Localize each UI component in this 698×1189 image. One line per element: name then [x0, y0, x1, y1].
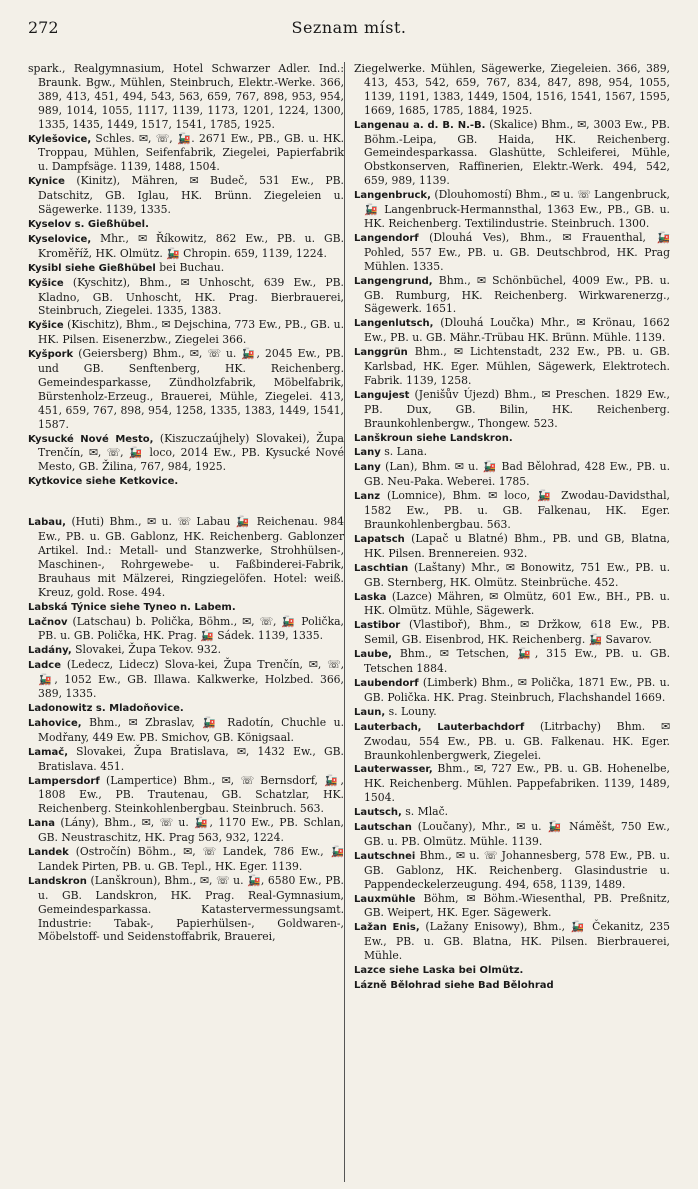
directory-entry	[354, 647, 670, 676]
entry-headword: Lauterbach, Lauterbachdorf	[354, 721, 525, 733]
entry-text: s. Louny.	[385, 704, 437, 718]
entry-headword: Lastibor	[354, 620, 401, 632]
directory-entry	[28, 745, 344, 774]
entry-headword: Lautschnei	[354, 850, 416, 862]
directory-entry	[354, 618, 670, 647]
directory-entry	[354, 388, 670, 431]
entry-text: (Latschau) b. Polička, Böhm., ✉, ☏, 🚂 Polička, PB. u. GB. Polička, HK. Prag. 🚂 Sádek. 1139, 1335.	[38, 614, 344, 643]
entry-text: (Litrbachy) Bhm. ✉ Zwodau, 554 Ew., PB. u. GB. Falkenau. HK. Eger. Braunkohlenbergwerk, Ziegelei.	[364, 719, 670, 762]
entry-text: (Kinitz), Mähren, ✉ Budeč, 531 Ew., PB. Datschitz, GB. Iglau, HK. Brünn. Ziegeleien u. Sägewerke. 1139, 1335.	[38, 174, 344, 217]
directory-entry	[28, 701, 344, 716]
entry-headword: Lazce siehe Laska bei Olmütz.	[354, 965, 524, 977]
entry-text: Bhm., ✉ Lichtenstadt, 232 Ew., PB. u. GB. Karlsbad, HK. Eger. Mühlen, Sägewerk, Elektrotech. Fabrik. 1139, 1258.	[364, 345, 670, 387]
entry-headword: Kyšpork	[28, 349, 74, 361]
directory-entry	[354, 820, 670, 849]
directory-entry	[28, 261, 344, 276]
entry-text: (Dlouhá Ves), Bhm., ✉ Frauenthal, 🚂 Pohled, 557 Ew., PB. u. GB. Deutschbrod, HK. Prag Mühlen. 1335.	[364, 230, 670, 273]
directory-entry	[354, 892, 670, 921]
entry-text: (Lapač u Blatné) Bhm., PB. und GB, Blatna, HK. Pilsen. Brennereien. 932.	[364, 531, 670, 560]
directory-entry	[354, 561, 670, 590]
directory-entry	[28, 816, 344, 845]
entry-text: s. Lana.	[380, 445, 428, 459]
directory-entry	[354, 231, 670, 274]
directory-entry	[354, 978, 670, 993]
entry-headword: Lázně Bělohrad siehe Bad Bělohrad	[354, 980, 554, 991]
directory-entry	[354, 805, 670, 820]
entry-text: Bhm., ✉ Zbraslav, 🚂 Radotín, Chuchle u. Modřany, 449 Ew. PB. Smichov, GB. Königsaal.	[38, 715, 344, 744]
entry-headword: Langengrund,	[354, 275, 433, 287]
entry-text: Mhr., ✉ Říkowitz, 862 Ew., PB. u. GB. Kroměříž, HK. Olmütz. 🚂 Chropin. 659, 1139, 1224.	[38, 231, 344, 260]
directory-entry	[354, 920, 670, 963]
entry-text: Bhm., ✉, 727 Ew., PB. u. GB. Hohenelbe, HK. Reichenberg. Mühlen. Pappefabriken. 1139, 1489, 1504.	[364, 762, 670, 805]
directory-entry	[28, 174, 344, 217]
entry-text: Slovakei, Župa Bratislava, ✉, 1432 Ew., GB. Bratislava. 451.	[38, 744, 344, 773]
entry-text: (Jenišův Újezd) Bhm., ✉ Preschen. 1829 Ew., PB. Dux, GB. Bilin, HK. Reichenberg. Braunkohlenbergw., Thongew. 523.	[364, 387, 670, 430]
page-number: 272	[28, 18, 59, 37]
directory-entry	[354, 532, 670, 561]
entry-text: Schles. ✉, ☏, 🚂. 2671 Ew., PB., GB. u. HK. Troppau, Mühlen, Seifenfabrik, Ziegelei, Papierfabrik u. Dampfsäge. 1139, 1488, 1504.	[38, 131, 344, 174]
entry-text: (Loučany), Mhr., ✉ u. 🚂 Náměšt, 750 Ew., GB. u. PB. Olmütz. Mühle. 1139.	[364, 820, 670, 848]
entry-text: (Lampertice) Bhm., ✉, ☏ Bernsdorf, 🚂, 1808 Ew., PB. Trautenau, GB. Schatzlar, HK. Reichenberg. Steinkohlenbergbau. Steinbruch. 563.	[38, 773, 344, 816]
directory-entry	[28, 615, 344, 644]
directory-entry	[28, 716, 344, 745]
directory-entry	[28, 276, 344, 319]
entry-text: (Huti) Bhm., ✉ u. ☏ Labau 🚂 Reichenau. 984 Ew., PB. u. GB. Gablonz, HK. Reichenberg. Gablonzer Artikel. Ind.: Metall- und Stanzwerke, Strohhülsen-, Maschinen-, Rohrgewebe- u. Faßbinderei-Fabrik, Brauhaus mit Mälzerei, Ringziegelöfen. Hotel: weiß. Kreuz, gold. Rose. 494.	[38, 515, 344, 599]
entry-headword: Lanz	[354, 491, 381, 503]
entry-text: Slovakei, Župa Tekov. 932.	[71, 643, 222, 657]
entry-headword: Kylešovice,	[28, 133, 92, 145]
directory-entry	[354, 62, 670, 118]
entry-text: (Lomnice), Bhm. ✉ loco, 🚂 Zwodau-Davidsthal, 1582 Ew., PB. u. GB. Falkenau, HK. Eger. Braunkohlenbergbau. 563.	[364, 489, 670, 531]
directory-entry	[354, 676, 670, 705]
directory-entry	[28, 217, 344, 232]
entry-text: bei Buchau.	[155, 260, 225, 274]
entry-headword: Laschtian	[354, 562, 409, 574]
directory-entry	[354, 963, 670, 978]
entry-headword: Landskron	[28, 875, 87, 887]
directory-entry	[354, 590, 670, 619]
directory-entry	[28, 600, 344, 615]
directory-entry	[28, 643, 344, 658]
directory-entry	[354, 274, 670, 317]
directory-entry	[354, 445, 670, 460]
directory-entry	[28, 347, 344, 431]
right-column	[354, 62, 670, 993]
entry-text: (Laštany) Mhr., ✉ Bonowitz, 751 Ew., PB. u. GB. Sternberg, HK. Olmütz. Steinbrüche. 452.	[364, 560, 670, 589]
entry-headword: Lany	[354, 447, 381, 459]
entry-text: (Dlouhá Loučka) Mhr., ✉ Krönau, 1662 Ew., PB. u. GB. Mähr.-Trübau HK. Brünn. Mühle. 1139.	[364, 316, 670, 345]
entry-text: (Lány), Bhm., ✉, ☏ u. 🚂, 1170 Ew., PB. Schlan, GB. Neustraschitz, HK. Prag 563, 932, 1224.	[38, 816, 344, 845]
entry-headword: Laubendorf	[354, 677, 419, 689]
directory-entry	[354, 762, 670, 805]
directory-entry	[354, 849, 670, 892]
directory-entry	[28, 874, 344, 945]
entry-headword: Kysucké Nové Mesto,	[28, 433, 154, 445]
entry-headword: Ladány,	[28, 645, 72, 657]
entry-headword: Lanškroun siehe Landskron.	[354, 432, 513, 444]
directory-entry	[354, 720, 670, 763]
directory-entry	[28, 474, 344, 489]
directory-entry	[28, 515, 344, 599]
directory-entry	[354, 118, 670, 189]
entry-text: (Ostročín) Böhm., ✉, ☏ Landek, 786 Ew., 🚂 Landek Pirten, PB. u. GB. Tepl., HK. Eger. 1139.	[38, 845, 344, 873]
entry-headword: Lahovice,	[28, 717, 82, 729]
entry-headword: Lamač,	[28, 746, 69, 758]
entry-headword: Lauterwasser,	[354, 764, 433, 776]
entry-headword: Lampersdorf	[28, 775, 100, 787]
entry-text: (Lan), Bhm. ✉ u. 🚂 Bad Bělohrad, 428 Ew., PB. u. GB. Neu-Paka. Weberei. 1785.	[364, 460, 670, 489]
page-header	[28, 18, 670, 42]
entry-headword: Langendorf	[354, 232, 419, 244]
entry-headword: Labau,	[28, 517, 66, 529]
directory-entry	[354, 431, 670, 446]
entry-headword: Lažan Enis,	[354, 922, 420, 934]
entry-headword: Lautschan	[354, 822, 412, 834]
entry-text: (Kischitz), Bhm., ✉ Dejschina, 773 Ew., PB., GB. u. HK. Pilsen. Eisenerzbw., Ziegelei 366.	[38, 318, 345, 347]
entry-text: (Lažany Enisowy), Bhm., 🚂 Čekanitz, 235 Ew., PB. u. GB. Blatna, HK. Pilsen. Bierbrauerei, Mühle.	[364, 920, 670, 963]
directory-entry	[28, 774, 344, 817]
directory-entry	[28, 62, 344, 132]
entry-headword: Kysibl siehe Gießhübel	[28, 262, 156, 274]
entry-text: (Skalice) Bhm., ✉, 3003 Ew., PB. Böhm.-Leipa, GB. Haida, HK. Reichenberg. Gemeindesparkassa. Glashütte, Schleiferei, Mühle, Obstkonserven, Raffinerien, Elektr.-Werk. 494, 542, 659, 989, 1139.	[364, 117, 670, 188]
entry-headword: Laska	[354, 591, 387, 603]
entry-headword: Kynice	[28, 176, 65, 188]
directory-entry	[354, 460, 670, 489]
entry-text: Bhm., ✉ Schönbüchel, 4009 Ew., PB. u. GB. Rumburg, HK. Reichenberg. Wirkwarenerzg., Sägewerk. 1651.	[364, 273, 670, 316]
entry-text: Bhm., ✉ u. ☏ Johannesberg, 578 Ew., PB. u. GB. Gablonz, HK. Reichenberg. Glasindustrie u. Pappendeckelerzeugung. 494, 658, 1139, 1489.	[364, 848, 670, 891]
running-title: Seznam míst.	[291, 18, 407, 37]
entry-headword: Lauxmühle	[354, 893, 416, 905]
directory-entry	[28, 232, 344, 261]
entry-headword: Lačnov	[28, 616, 68, 628]
entry-headword: Labská Týnice siehe Tyneo n. Labem.	[28, 601, 236, 613]
directory-entry	[28, 658, 344, 701]
directory-entry	[28, 318, 344, 347]
entry-headword: Lautsch,	[354, 807, 402, 819]
entry-headword: Kyšice	[28, 320, 64, 332]
entry-text: (Vlastiboř), Bhm., ✉ Držkow, 618 Ew., PB. Semil, GB. Eisenbrod, HK. Reichenberg. 🚂 Savarov.	[364, 618, 670, 647]
entry-text: (Lazce) Mähren, ✉ Olmütz, 601 Ew., BH., PB. u. HK. Olmütz. Mühle, Sägewerk.	[364, 589, 670, 618]
entry-headword: Kyselovice,	[28, 233, 92, 245]
entry-headword: Kyšice	[28, 277, 64, 289]
left-column	[28, 62, 344, 944]
entry-text: Böhm, ✉ Böhm.-Wiesenthal, PB. Preßnitz, GB. Weipert, HK. Eger. Sägewerk.	[364, 891, 670, 920]
directory-entry	[354, 705, 670, 720]
entry-headword: Ladce	[28, 660, 61, 672]
entry-text: Bhm., ✉ Tetschen, 🚂, 315 Ew., PB. u. GB. Tetschen 1884.	[364, 647, 670, 676]
entry-text: (Kiszuczaújhely) Slovakei), Župa Trenčín, ✉, ☏, 🚂 loco, 2014 Ew., PB. Kysucké Nové Mesto, GB. Žilina, 767, 984, 1925.	[38, 431, 344, 474]
section-gap	[28, 489, 344, 515]
entry-headword: Langgrün	[354, 347, 408, 359]
entry-headword: Langujest	[354, 389, 410, 401]
entry-text: (Kyschitz), Bhm., ✉ Unhoscht, 639 Ew., PB. Kladno, GB. Unhoscht, HK. Prag. Bierbrauerei, Steinbruch, Ziegelei. 1335, 1383.	[38, 275, 344, 318]
entry-text: (Lanškroun), Bhm., ✉, ☏ u. 🚂, 6580 Ew., PB. u. GB. Landskron, HK. Prag. Real-Gymnasium, Gemeindesparkassa. Katastervermessungsamt. Industrie: Tabak-, Papierhülsen-, Goldwaren-, Möbelstoff- und Seidenstoffabrik, Brauerei,	[38, 873, 344, 944]
directory-entry	[354, 489, 670, 532]
entry-headword: Langenau a. d. B. N.-B.	[354, 119, 486, 131]
entry-text: (Limberk) Bhm., ✉ Polička, 1871 Ew., PB. u. GB. Polička. HK. Prag. Steinbruch, Flachshandel 1669.	[364, 675, 670, 704]
entry-text: (Dlouhomostí) Bhm., ✉ u. ☏ Langenbruck, 🚂 Langenbruck-Hermannsthal, 1363 Ew., PB., GB. u. HK. Reichenberg. Textilindustrie. Steinbruch. 1300.	[364, 188, 670, 230]
directory-entry	[354, 316, 670, 345]
entry-headword: Langenbruck,	[354, 190, 431, 202]
entry-headword: Lana	[28, 818, 55, 830]
entry-headword: Kyselov s. Gießhübel.	[28, 218, 149, 230]
entry-headword: Laube,	[354, 649, 392, 661]
entry-text: Ziegelwerke. Mühlen, Sägewerke, Ziegeleien. 366, 389, 413, 453, 542, 659, 767, 834, 847, 898, 954, 1055, 1139, 1191, 1383, 1449, 1504, 1516, 1541, 1567, 1595, 1669, 1685, 1785, 1884, 1925.	[354, 62, 670, 117]
entry-headword: Kytkovice siehe Ketkovice.	[28, 476, 179, 488]
entry-headword: Lapatsch	[354, 533, 405, 545]
entry-text: (Geiersberg) Bhm., ✉, ☏ u. 🚂, 2045 Ew., PB. und GB. Senftenberg, HK. Reichenberg. Gemeindesparkasse, Zündholzfabrik, Möbelfabrik, Bürstenholz-Erzeug., Brauerei, Mühle, Ziegelei. 413, 451, 659, 767, 898, 954, 1258, 1335, 1383, 1449, 1541, 1587.	[38, 347, 344, 431]
entry-text: (Ledecz, Lidecz) Slova-kei, Župa Trenčín, ✉, ☏, 🚂, 1052 Ew., GB. Illawa. Kalkwerke, Holzbed. 366, 389, 1335.	[38, 658, 344, 701]
column-divider	[344, 62, 345, 1182]
directory-entry	[354, 345, 670, 388]
directory-entry	[354, 188, 670, 231]
entry-headword: Ladonowitz s. Mladoňovice.	[28, 702, 184, 714]
entry-headword: Landek	[28, 847, 69, 859]
entry-text: s. Mlač.	[401, 805, 449, 819]
entry-headword: Langenlutsch,	[354, 318, 434, 330]
entry-headword: Laun,	[354, 706, 386, 718]
directory-entry	[28, 845, 344, 874]
entry-text: spark., Realgymnasium, Hotel Schwarzer Adler. Ind.: Braunk. Bgw., Mühlen, Steinbruch, Elektr.-Werke. 366, 389, 413, 451, 494, 543, 563, 659, 767, 898, 953, 954, 989, 1014, 1055, 1117, 1139, 1173, 1201, 1224, 1300, 1335, 1435, 1449, 1517, 1541, 1785, 1925.	[28, 62, 344, 131]
entry-headword: Lany	[354, 462, 381, 474]
directory-entry	[28, 432, 344, 475]
directory-entry	[28, 132, 344, 175]
